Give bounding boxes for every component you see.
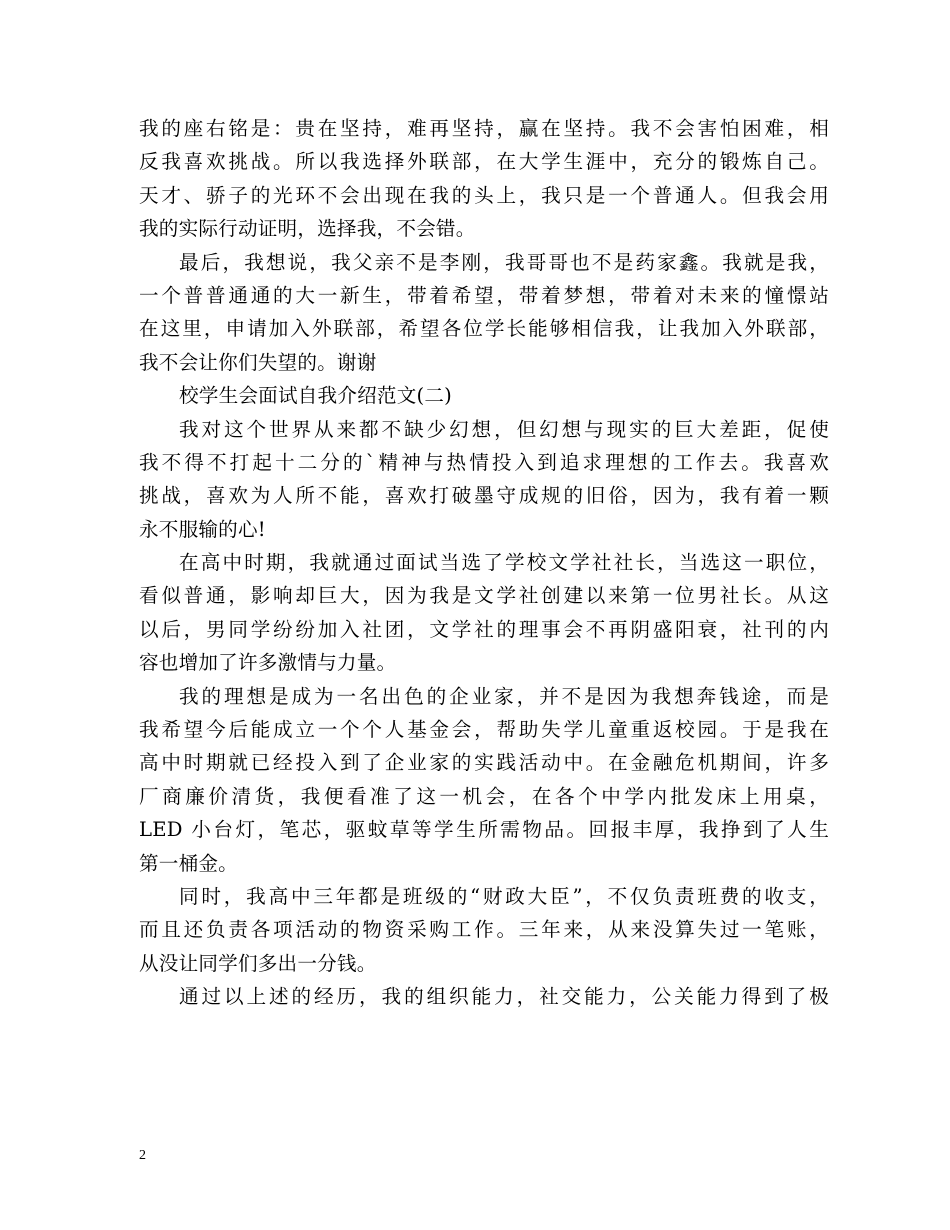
text-line: 我希望今后能成立一个个人基金会，帮助失学儿童重返校园。于是我在 [139, 718, 829, 742]
page-number: 2 [139, 1148, 146, 1163]
text-line: 我不会让你们失望的。谢谢 [139, 350, 377, 374]
text-line: 从没让同学们多出一分钱。 [139, 951, 377, 975]
text-line: 我不得不打起十二分的`精神与热情投入到追求理想的工作去。我喜欢 [139, 450, 829, 474]
text-line: 我的实际行动证明，选择我，不会错。 [139, 217, 476, 241]
text-line: 天才、骄子的光环不会出现在我的头上，我只是一个普通人。但我会用 [139, 183, 829, 207]
text-line: 通过以上述的经历，我的组织能力，社交能力，公关能力得到了极 [179, 985, 829, 1009]
text-line: 我的座右铭是：贵在坚持，难再坚持，赢在坚持。我不会害怕困难，相 [139, 117, 829, 140]
text-line: 厂商廉价清货，我便看准了这一机会，在各个中学内批发床上用桌， [139, 784, 829, 808]
text-line: 在高中时期，我就通过面试当选了学校文学社社长，当选这一职位， [179, 551, 829, 575]
text-line: 同时，我高中三年都是班级的“财政大臣”，不仅负责班费的收支， [179, 884, 829, 908]
text-line: 校学生会面试自我介绍范文(二) [179, 384, 453, 408]
text-line: 反我喜欢挑战。所以我选择外联部，在大学生涯中，充分的锻炼自己。 [139, 150, 829, 174]
text-line: 看似普通，影响却巨大，因为我是文学社创建以来第一位男社长。从这 [139, 584, 829, 608]
text-line: 第一桶金。 [139, 851, 238, 875]
text-line: 我对这个世界从来都不缺少幻想，但幻想与现实的巨大差距，促使 [179, 417, 829, 441]
text-line: 最后，我想说，我父亲不是李刚，我哥哥也不是药家鑫。我就是我， [179, 250, 829, 274]
text-line: LED 小台灯，笔芯，驱蚊草等学生所需物品。回报丰厚，我挣到了人生 [139, 818, 829, 842]
text-line: 一个普普通通的大一新生，带着希望，带着梦想，带着对未来的憧憬站 [139, 283, 829, 307]
text-line: 永不服输的心! [139, 517, 266, 541]
text-line: 高中时期就已经投入到了企业家的实践活动中。在金融危机期间，许多 [139, 751, 829, 775]
text-line: 挑战，喜欢为人所不能，喜欢打破墨守成规的旧俗，因为，我有着一颗 [139, 484, 829, 508]
text-line: 在这里，申请加入外联部，希望各位学长能够相信我，让我加入外联部， [139, 317, 829, 341]
text-line: 而且还负责各项活动的物资采购工作。三年来，从来没算失过一笔账， [139, 918, 829, 942]
text-line: 以后，男同学纷纷加入社团，文学社的理事会不再阴盛阳衰，社刊的内 [139, 617, 829, 641]
text-line: 容也增加了许多激情与力量。 [139, 651, 397, 675]
text-line: 我的理想是成为一名出色的企业家，并不是因为我想奔钱途，而是 [179, 684, 829, 708]
document-body [139, 112, 829, 1014]
